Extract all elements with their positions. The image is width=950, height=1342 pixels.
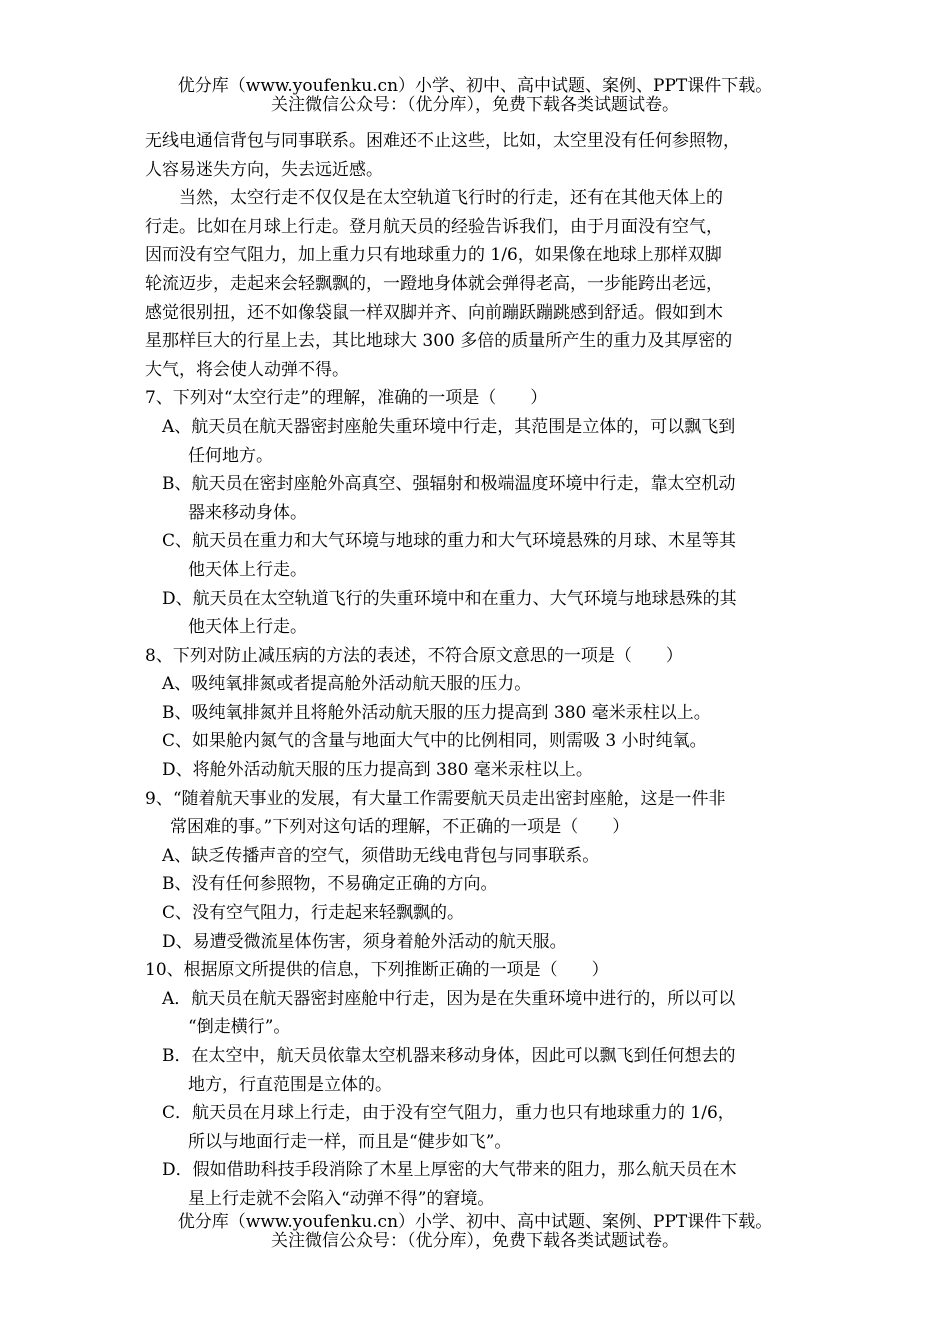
question-7-option-b: B、航天员在密封座舱外高真空、强辐射和极端温度环境中行走，靠太空机动 — [162, 474, 736, 495]
question-8-option-a: A、吸纯氧排氮或者提高舱外活动航天服的压力。 — [162, 674, 532, 695]
passage-line: 当然，太空行走不仅仅是在太空轨道飞行时的行走，还有在其他天体上的 — [179, 188, 723, 209]
question-8-stem: 8、下列对防止减压病的方法的表述，不符合原文意思的一项是（ ） — [145, 645, 683, 666]
question-8-option-c: C、如果舱内氮气的含量与地面大气中的比例相同，则需吸 3 小时纯氧。 — [162, 731, 707, 752]
footer-line-1: 优分库（www.youfenku.cn）小学、初中、高中试题、案例、PPT课件下载。 — [177, 1212, 773, 1232]
question-10-option-d-cont: 星上行走就不会陷入“动弹不得”的窘境。 — [188, 1188, 495, 1209]
question-8-option-b: B、吸纯氧排氮并且将舱外活动航天服的压力提高到 380 毫米汞柱以上。 — [162, 702, 711, 723]
question-10-option-a-cont: “倒走横行”。 — [188, 1017, 291, 1038]
passage-line: 轮流迈步，走起来会轻飘飘的，一蹬地身体就会弹得老高，一步能跨出老远， — [145, 273, 723, 294]
question-7-option-a-cont: 任何地方。 — [188, 445, 273, 466]
question-8 — [145, 642, 821, 785]
question-10-option-c: C．航天员在月球上行走，由于没有空气阻力，重力也只有地球重力的 1/6， — [162, 1103, 735, 1124]
passage-line: 感觉很别扭，还不如像袋鼠一样双脚并齐、向前蹦跃蹦跳感到舒适。假如到木 — [145, 302, 723, 323]
question-9-stem-cont: 常困难的事。”下列对这句话的理解，不正确的一项是（ ） — [170, 817, 630, 838]
header-line-1: 优分库（www.youfenku.cn）小学、初中、高中试题、案例、PPT课件下载。 — [177, 76, 773, 96]
question-10-option-a: A．航天员在航天器密封座舱中行走，因为是在失重环境中进行的，所以可以 — [162, 988, 736, 1009]
question-9-option-d: D、易遭受微流星体伤害，须身着舱外活动的航天服。 — [162, 931, 567, 952]
question-9-option-c: C、没有空气阻力，行走起来轻飘飘的。 — [162, 903, 465, 924]
question-7-option-d: D、航天员在太空轨道飞行的失重环境中和在重力、大气环境与地球悬殊的其 — [162, 588, 737, 609]
question-7-option-d-cont: 他天体上行走。 — [188, 617, 307, 638]
question-7 — [145, 384, 821, 641]
passage-line: 无线电通信背包与同事联系。困难还不止这些，比如，太空里没有任何参照物， — [145, 131, 740, 151]
footer-line-2: 关注微信公众号：（优分库），免费下载各类试题试卷。 — [271, 1231, 679, 1251]
question-9-option-b: B、没有任何参照物，不易确定正确的方向。 — [162, 874, 498, 895]
passage-line: 行走。比如在月球上行走。登月航天员的经验告诉我们，由于月面没有空气， — [145, 216, 723, 237]
document-body — [145, 127, 821, 1214]
question-10-option-c-cont: 所以与地面行走一样，而且是“健步如飞”。 — [188, 1131, 512, 1152]
question-7-option-c: C、航天员在重力和大气环境与地球的重力和大气环境悬殊的月球、木星等其 — [162, 531, 737, 552]
question-10-option-d: D．假如借助科技手段消除了木星上厚密的大气带来的阻力，那么航天员在木 — [162, 1160, 737, 1181]
question-7-option-b-cont: 器来移动身体。 — [188, 502, 307, 523]
question-9 — [145, 785, 821, 957]
page-footer — [0, 1213, 950, 1251]
question-10-option-b-cont: 地方，行直范围是立体的。 — [188, 1074, 392, 1095]
question-7-option-c-cont: 他天体上行走。 — [188, 559, 307, 580]
question-10-option-b: B．在太空中，航天员依靠太空机器来移动身体，因此可以飘飞到任何想去的 — [162, 1046, 736, 1066]
question-8-option-d: D、将舱外活动航天服的压力提高到 380 毫米汞柱以上。 — [162, 760, 593, 781]
passage-line: 星那样巨大的行星上去，其比地球大 300 多倍的质量所产生的重力及其厚密的 — [145, 331, 733, 352]
passage-line: 大气，将会使人动弹不得。 — [145, 359, 349, 380]
passage-line: 因而没有空气阻力，加上重力只有地球重力的 1/6，如果像在地球上那样双脚 — [145, 245, 722, 266]
question-9-stem: 9、“随着航天事业的发展，有大量工作需要航天员走出密封座舱，这是一件非 — [145, 788, 726, 809]
question-10-stem: 10、根据原文所提供的信息，下列推断正确的一项是（ ） — [145, 960, 609, 981]
question-7-option-a: A、航天员在航天器密封座舱失重环境中行走，其范围是立体的，可以飘飞到 — [162, 416, 736, 437]
passage-line: 人容易迷失方向，失去远近感。 — [145, 159, 383, 180]
reading-passage — [145, 127, 821, 384]
header-line-2: 关注微信公众号：（优分库），免费下载各类试题试卷。 — [271, 95, 679, 115]
question-7-stem: 7、下列对“太空行走”的理解，准确的一项是（ ） — [145, 388, 548, 409]
question-10 — [145, 956, 821, 1213]
page-header — [0, 77, 950, 115]
question-9-option-a: A、缺乏传播声音的空气，须借助无线电背包与同事联系。 — [162, 845, 600, 866]
